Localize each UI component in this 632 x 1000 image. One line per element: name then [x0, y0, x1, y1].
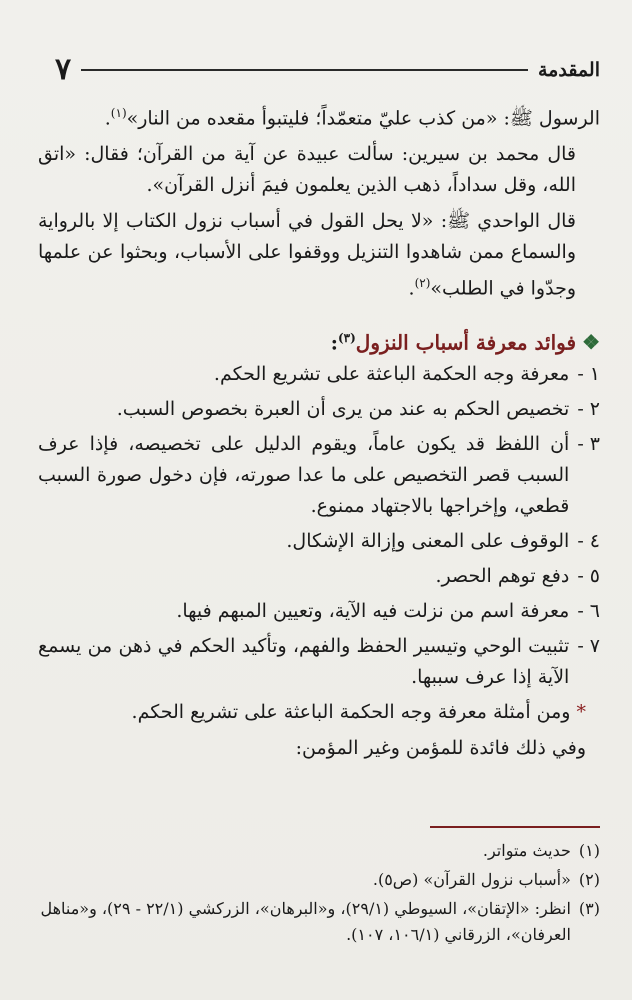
- paragraph-text: قال محمد بن سيرين: سألت عبيدة عن آية من القرآن؛ فقال: «اتق الله، وقل سداداً، ذهب الذين يعلمون فيمَ أنزل القرآن».: [38, 143, 576, 197]
- list-text: معرفة وجه الحكمة الباعثة على تشريع الحكم.: [213, 363, 570, 386]
- page-header: [55, 50, 600, 90]
- paragraph-wahidi: [38, 206, 600, 304]
- list-item: [38, 631, 600, 693]
- footnote: [38, 896, 600, 948]
- paragraph-tail: .: [408, 277, 415, 300]
- list-text: معرفة اسم من نزلت فيه الآية، وتعيين المبهم فيها.: [176, 600, 570, 623]
- list-number: ٢ -: [577, 398, 600, 421]
- footnote-ref: (١): [110, 106, 127, 120]
- footnote-ref: (٢): [414, 276, 431, 291]
- list-text: أن اللفظ قد يكون عاماً، ويقوم الدليل على تخصيصه، فإذا عرف السبب قصر التخصيص على ما عدا صورته، فإن دخول صورة السبب قطعي، وإخراجها بالاجتهاد ممنوع.: [38, 433, 570, 518]
- list-item: [38, 561, 600, 592]
- star-icon: *: [576, 701, 586, 724]
- footnote: [38, 838, 600, 864]
- section-heading: [38, 321, 600, 360]
- example-text: ومن أمثلة معرفة وجه الحكمة الباعثة على تشريع الحكم.: [131, 701, 571, 724]
- header-rule: [81, 69, 528, 71]
- list-text: دفع توهم الحصر.: [435, 565, 570, 588]
- section-title: فوائد معرفة أسباب النزول: [355, 330, 577, 355]
- list-text: الوقوف على المعنى وإزالة الإشكال.: [286, 530, 570, 553]
- closing-text: وفي ذلك فائدة للمؤمن وغير المؤمن:: [295, 737, 586, 760]
- footnote-divider: [430, 826, 600, 828]
- footnote-text: انظر: «الإتقان»، السيوطي (٢٩/١)، و«البرهان»، الزركشي (٢٢/١ - ٢٩)، و«مناهل العرفان»، الزرقاني (١٠٦/١، ١٠٧).: [40, 899, 571, 944]
- footnote-number: (١): [578, 841, 600, 860]
- list-number: ١ -: [577, 363, 600, 386]
- list-item: [38, 394, 600, 425]
- paragraph-ibn-sirin: [38, 139, 600, 201]
- benefits-list: [38, 359, 600, 693]
- main-text: [38, 98, 600, 769]
- footnote-ref: (٣): [337, 330, 356, 345]
- list-number: ٥ -: [577, 565, 600, 588]
- list-item: [38, 596, 600, 627]
- list-number: ٧ -: [577, 635, 600, 658]
- list-number: ٤ -: [577, 530, 600, 553]
- footnote-text: «أسباب نزول القرآن» (ص٥).: [372, 870, 571, 889]
- list-item: [38, 359, 600, 390]
- page-number: ٧: [55, 52, 72, 87]
- paragraph-text: الرسول ﷺ: «من كذب عليّ متعمّداً؛ فليتبوأ مقعده من النار»: [126, 107, 600, 130]
- paragraph-tail: .: [104, 107, 111, 130]
- footnote-text: حديث متواتر.: [482, 841, 571, 860]
- list-item: [38, 429, 600, 522]
- paragraph-text: قال الواحدي ﷺ: «لا يحل القول في أسباب نزول الكتاب إلا بالرواية والسماع ممن شاهدوا التنزيل ووقفوا على الأسباب، وبحثوا عن علمها وجدّوا في الطلب»: [38, 210, 576, 300]
- footnote: [38, 867, 600, 893]
- list-number: ٦ -: [577, 600, 600, 623]
- footnote-number: (٣): [578, 899, 600, 918]
- closing-line: [38, 733, 600, 764]
- footnote-number: (٢): [578, 870, 600, 889]
- running-title: المقدمة: [537, 59, 600, 81]
- list-text: تثبيت الوحي وتيسير الحفظ والفهم، وتأكيد الحكم في ذهن من يسمع الآية إذا عرف سببها.: [38, 635, 570, 689]
- paragraph-hadith: [38, 98, 600, 134]
- list-number: ٣ -: [577, 433, 600, 456]
- ornament-bullet-icon: ❖: [582, 330, 600, 355]
- section-colon: :: [330, 330, 338, 355]
- example-line: [38, 697, 600, 728]
- list-text: تخصيص الحكم به عند من يرى أن العبرة بخصوص السبب.: [116, 398, 570, 421]
- footnotes: [38, 838, 600, 951]
- list-item: [38, 526, 600, 557]
